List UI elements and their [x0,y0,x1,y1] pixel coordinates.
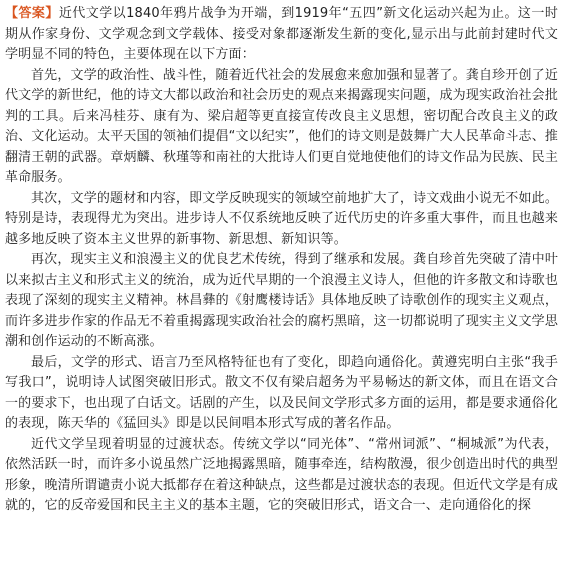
paragraph-political: 首先，文学的政治性、战斗性，随着近代社会的发展愈来愈加强和显著了。龚自珍开创了近代文学的新世纪，他的诗文大都以政治和社会历史的观点来揭露现实问题，成为现实政治社会批判的工具。后来冯桂芬、康有为、梁启超等更直接宣传改良主义思想，密切配合改良主义的政治、文化运动。太平天国的领袖们提倡“文以纪实”，他们的诗文则是鼓舞广大人民革命斗志、推翻清王朝的武器。章炳麟、秋瑾等和南社的大批诗人们更自觉地使他们的诗文作品为民族、民主革命服务。 [5,67,558,185]
paragraph-transition: 近代文学呈现着明显的过渡状态。传统文学以“同光体”、“常州词派”、“桐城派”为代表，依然活跃一时，而许多小说虽然广泛地揭露黑暗，随事牵连，结构散漫，很少创造出时代的典型形象，晚清所谓谴责小说大抵都存在着这种缺点，这些都是过渡状态的表现。但近代文学是有成就的，它的反帝爱国和民主主义的基本主题，它的突破旧形式，语文合一、走向通俗化的探 [5,436,558,513]
paragraph-popularization: 最后，文学的形式、语言乃至风格特征也有了变化，即趋向通俗化。黄遵宪明白主张“我手写我口”，说明诗人试图突破旧形式。散文不仅有梁启超务为平易畅达的新文体，而且在语文合一的要求下，也出现了白话文。话剧的产生，以及民间文学形式多方面的运用，都是要求通俗化的表现，陈天华的《猛回头》即是以民间唱本形式写成的著名作品。 [5,354,558,431]
intro-text: 近代文学以1840年鸦片战争为开端，到1919年“五四”新文化运动兴起为止。这一时期从作家身份、文学观念到文学载体、接受对象都逐渐发生新的变化,显示出与此前封建时代文学明显不同的特色，主要体现在以下方面： [5,6,558,62]
answer-intro-paragraph [5,4,558,66]
paragraph-realism-romanticism: 再次，现实主义和浪漫主义的优良艺术传统，得到了继承和发展。龚自珍首先突破了清中叶以来拟古主义和形式主义的统治，成为近代早期的一个浪漫主义诗人，但他的许多散文和诗歌也表现了深刻的现实主义精神。林昌彝的《射鹰楼诗话》具体地反映了诗歌创作的现实主义观点，而许多进步作家的作品无不着重揭露现实政治社会的腐朽黑暗，这一切都说明了现实主义文学思潮和创作运动的不断高涨。 [5,252,558,349]
answer-label: 【答案】 [5,6,59,21]
paragraph-subject-matter: 其次，文学的题材和内容，即文学反映现实的领域空前地扩大了，诗文戏曲小说无不如此。特别是诗，表现得尤为突出。进步诗人不仅系统地反映了近代历史的许多重大事件，而且也越来越多地反映了资本主义世界的新事物、新思想、新知识等。 [5,190,558,247]
